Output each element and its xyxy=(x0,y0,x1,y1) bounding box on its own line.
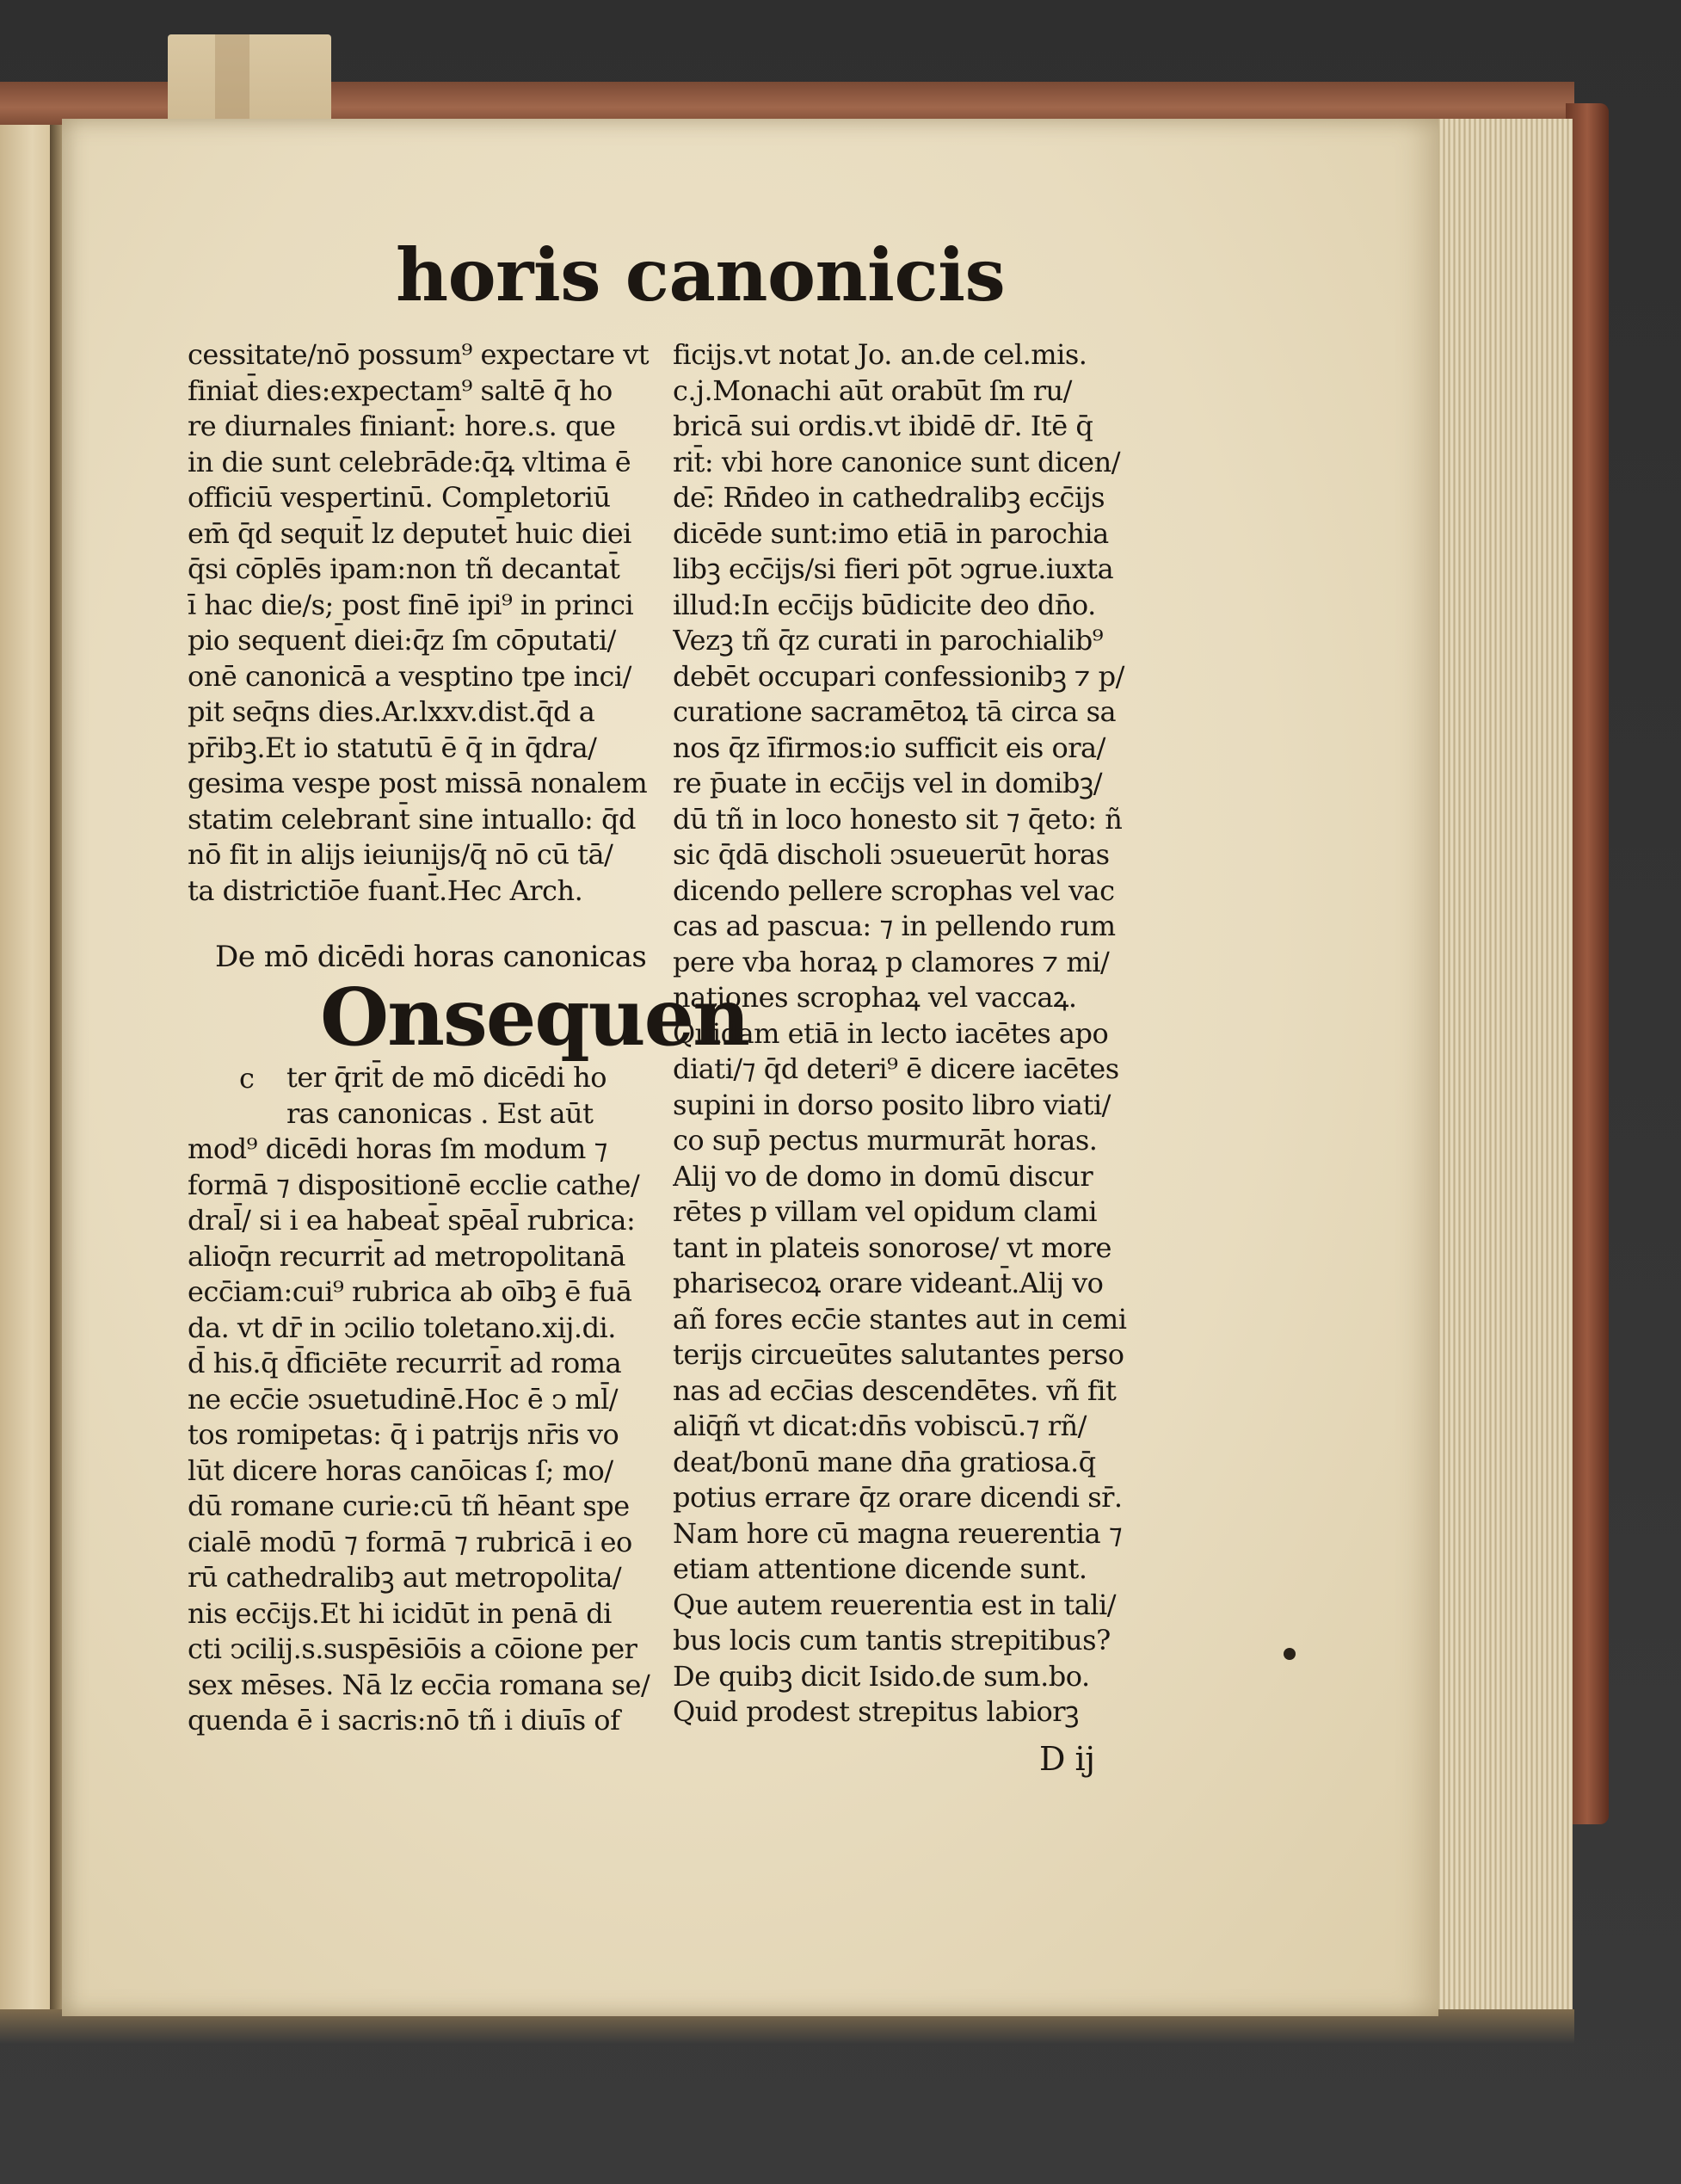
text-line: pere vba horaꝝ p clamores ⁊ mi/ xyxy=(673,945,1110,978)
text-line: Nam hore cū magna reuerentia ⁊ xyxy=(673,1516,1123,1550)
text-line: dū romane curie:cū tñ hēant spe xyxy=(188,1490,630,1522)
text-line: q̄si cōplēs ipam:non tñ decantat̄ xyxy=(188,552,620,585)
text-line: ter q̄rit̄ de mō dicēdi ho xyxy=(286,1061,607,1094)
text-line: dral̄/ si i ea habeat̄ spēal̄ rubrica: xyxy=(188,1204,636,1237)
text-line: cessitate/nō possum⁹ expectare vt xyxy=(188,338,650,371)
text-line: tos romipetas: q̄ i patrijs nr̄is vo xyxy=(188,1418,619,1451)
text-line: supini in dorso posito libro viati/ xyxy=(673,1088,1111,1121)
text-line: finiat̄ dies:expectam⁹ saltē q̄ ho xyxy=(188,373,613,407)
ink-spot xyxy=(1284,1648,1296,1660)
text-line: d̄ his.q̄ d̄ficiēte recurrit̄ ad roma xyxy=(188,1347,622,1379)
text-line: debēt occupari confessionibꝫ ⁊ p/ xyxy=(673,659,1124,693)
text-line: rū cathedralibꝫ aut metropolita/ xyxy=(188,1561,622,1594)
text-line: officiū vespertinū. Completoriū xyxy=(188,481,611,514)
initial-word: Onsequen xyxy=(320,971,748,1064)
text-line: rit̄: vbi hore canonice sunt dicen/ xyxy=(673,445,1120,478)
right-column xyxy=(673,337,1150,1731)
text-line: cas ad pascua: ⁊ in pellendo rum xyxy=(673,910,1116,942)
text-line: em̄ q̄d sequit̄ lz deputet̄ huic diei xyxy=(188,516,631,550)
text-line: curatione sacramētoꝝ tā circa sa xyxy=(673,695,1117,728)
text-line: Quidam etiā in lecto iacētes apo xyxy=(673,1016,1109,1050)
text-line: pit seq̄ns dies.Ar.lxxv.dist.q̄d a xyxy=(188,695,595,728)
text-line: in die sunt celebrāde:q̄ꝝ vltima ē xyxy=(188,445,631,478)
left-column-lower xyxy=(188,1060,669,1739)
text-line: Vezꝫ tñ q̄z curati in parochialib⁹ xyxy=(673,624,1104,657)
text-line: da. vt dr̄ in ↄcilio toletano.xij.di. xyxy=(188,1311,616,1344)
text-line: libꝫ ecc̄ijs/si fieri pōt ↄgrue.iuxta xyxy=(673,552,1114,585)
text-line: onē canonicā a vesptino tpe inci/ xyxy=(188,659,631,693)
text-line: re diurnales finiant̄: hore.s. que xyxy=(188,410,616,442)
text-line: quenda ē i sacris:nō tñ i diuīs of xyxy=(188,1704,620,1737)
text-line: de:̄ Rn̄deo in cathedralibꝫ ecc̄ijs xyxy=(673,481,1105,514)
text-line: aliq̄ñ vt dicat:dn̄s vobiscū.⁊ rñ/ xyxy=(673,1410,1087,1442)
text-line: ficijs.vt notat Jo. an.de cel.mis. xyxy=(673,338,1087,371)
section-heading: De mō dicēdi horas canonicas xyxy=(215,940,647,974)
text-line: illud:In ecc̄ijs būdicite deo dn̄o. xyxy=(673,588,1096,621)
text-line: Que autem reuerentia est in tali/ xyxy=(673,1588,1117,1621)
text-line: ne ecc̄ie ↄsuetudinē.Hoc ē ↄ ml̄/ xyxy=(188,1382,618,1416)
text-line: mod⁹ dicēdi horas ſm modum ⁊ xyxy=(188,1132,607,1165)
text-line: sic q̄dā discholi ↄsueuerūt horas xyxy=(673,838,1110,871)
running-head: horis canonicis xyxy=(396,232,1006,318)
text-line: tant in plateis sonorose/ vt more xyxy=(673,1231,1111,1264)
text-line: nas ad ecc̄ias descendētes. vñ fit xyxy=(673,1373,1117,1407)
text-line: deat/bonū mane dn̄a gratiosa.q̄ xyxy=(673,1445,1096,1478)
text-line: rētes p villam vel opidum clami xyxy=(673,1195,1097,1228)
text-line: Alij vo de domo in domū discur xyxy=(673,1159,1093,1193)
text-line: nō fit in alijs ieiunijs/q̄ nō cū tā/ xyxy=(188,838,613,871)
guide-letter: c xyxy=(239,1062,255,1095)
text-line: pr̄ibꝫ.Et io statutū ē q̄ in q̄dra/ xyxy=(188,731,597,764)
text-line: dū tñ in loco honesto sit ⁊ q̄eto: ñ xyxy=(673,802,1123,836)
text-line: formā ⁊ dispositionē ecclie cathe/ xyxy=(188,1168,640,1201)
text-line: alioq̄n recurrit̄ ad metropolitanā xyxy=(188,1239,625,1273)
text-line: nationes scrophaꝝ vel vaccaꝝ. xyxy=(673,981,1077,1014)
text-line: sex mēses. Nā lz ecc̄ia romana se/ xyxy=(188,1668,650,1701)
text-line: lūt dicere horas canōicas ſ; mo/ xyxy=(188,1453,613,1487)
text-line: diati/⁊ q̄d deteri⁹ ē dicere iacētes xyxy=(673,1052,1119,1085)
text-line: re p̄uate in ecc̄ijs vel in domibꝫ/ xyxy=(673,767,1102,799)
text-line: ecc̄iam:cui⁹ rubrica ab oībꝫ ē fuā xyxy=(188,1275,632,1308)
text-line: De quibꝫ dicit Isido.de sum.bo. xyxy=(673,1659,1090,1693)
left-column-upper xyxy=(188,337,669,909)
text-line: pharisecoꝝ orare videant̄.Alij vo xyxy=(673,1267,1104,1299)
text-line: statim celebrant̄ sine intuallo: q̄d xyxy=(188,802,636,836)
text-line: bus locis cum tantis strepitibus? xyxy=(673,1624,1111,1657)
text-line: Quid prodest strepitus labiorꝫ xyxy=(673,1695,1079,1728)
text-line: cti ↄcilij.s.suspēsiōis a cōione per xyxy=(188,1632,637,1665)
text-line: gesima vespe post missā nonalem xyxy=(188,767,648,799)
text-line: dicendo pellere scrophas vel vac xyxy=(673,873,1115,907)
verso-page-edge xyxy=(0,125,55,2018)
text-line: añ fores ecc̄ie stantes aut in cemi xyxy=(673,1302,1127,1336)
text-line: ras canonicas . Est aūt xyxy=(286,1096,594,1130)
text-line: co sup̄ pectus murmurāt horas. xyxy=(673,1124,1098,1157)
text-line: pio sequent̄ diei:q̄z ſm cōputati/ xyxy=(188,624,616,657)
signature-mark: D ij xyxy=(1039,1740,1095,1778)
text-line: cialē modū ⁊ formā ⁊ rubricā i eo xyxy=(188,1525,632,1558)
text-line: ī hac die/s; post finē ipi⁹ in princi xyxy=(188,588,634,621)
text-line: dicēde sunt:imo etiā in parochia xyxy=(673,516,1109,550)
text-line: etiam attentione dicende sunt. xyxy=(673,1552,1087,1585)
text-line: c.j.Monachi aūt orabūt ſm ru/ xyxy=(673,373,1072,407)
text-line: terijs circueūtes salutantes perso xyxy=(673,1338,1124,1371)
text-line: nos q̄z īfirmos:io sufficit eis ora/ xyxy=(673,731,1105,764)
text-line: nis ecc̄ijs.Et hi icidūt in penā di xyxy=(188,1596,612,1630)
text-line: bricā sui ordis.vt ibidē dr̄. Itē q̄ xyxy=(673,410,1093,442)
fore-edge-page-stack xyxy=(1432,119,1573,2016)
text-line: potius errare q̄z orare dicendi sr̄. xyxy=(673,1481,1123,1514)
text-line: ta districtiōe fuant̄.Hec Arch. xyxy=(188,873,583,907)
